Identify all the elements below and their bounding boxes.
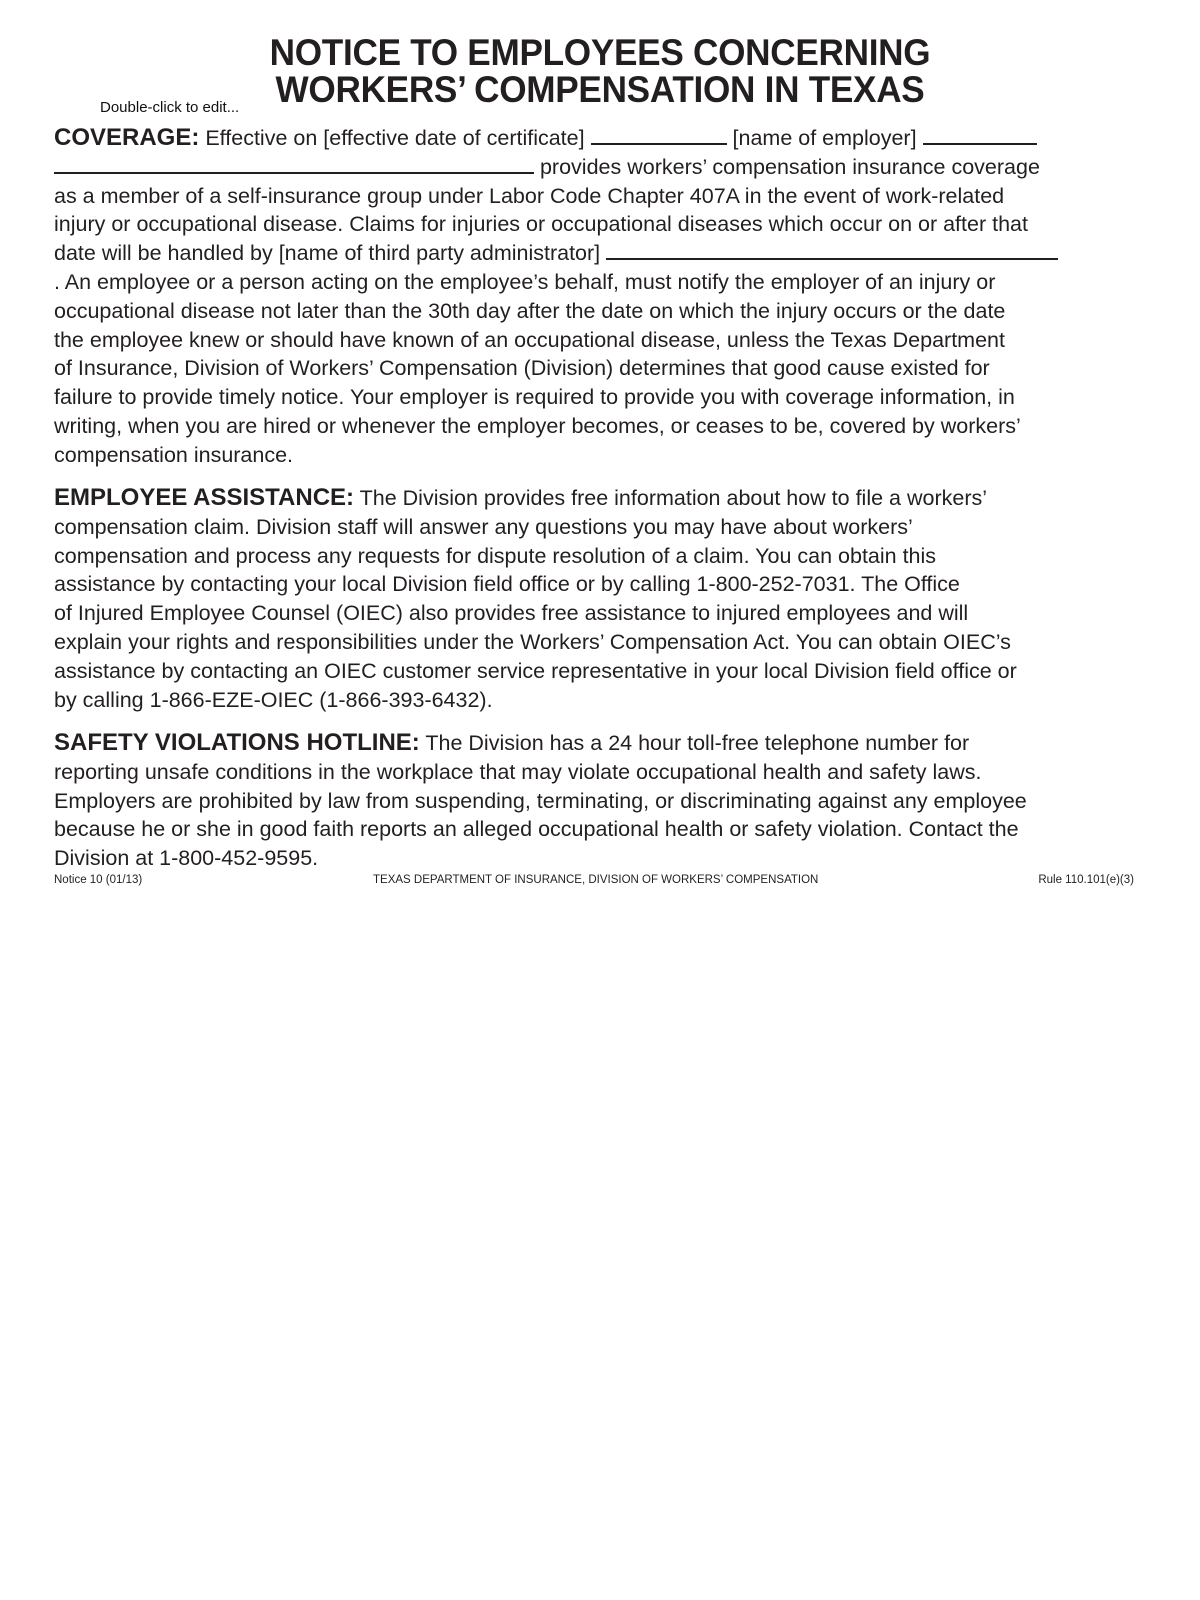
coverage-text: Effective on [effective date of certificate] [199,126,591,150]
employer-name-field-continued[interactable] [54,154,534,174]
assistance-line: by calling 1-866-EZE-OIEC (1-866-393-6432). [54,687,493,712]
rule-reference: Rule 110.101(e)(3) [1038,874,1134,886]
coverage-section [54,124,1144,470]
employee-assistance-section [54,484,1144,714]
assistance-line: assistance by contacting an OIEC customer service representative in your local Division field office or [54,658,1017,683]
coverage-text: [name of employer] [726,126,923,150]
assistance-heading: EMPLOYEE ASSISTANCE: [54,484,355,511]
assistance-line-1 [54,484,1144,513]
coverage-line: as a member of a self-insurance group under Labor Code Chapter 407A in the event of work-related [54,183,1005,208]
coverage-line-tpa [54,239,1144,268]
assistance-line: of Injured Employee Counsel (OIEC) also provides free assistance to injured employees and will [54,601,969,626]
coverage-line: of Insurance, Division of Workers’ Compensation (Division) determines that good cause existed for [54,356,990,381]
notice-id: Notice 10 (01/13) [54,874,143,886]
coverage-line: the employee knew or should have known of an occupational disease, unless the Texas Department [54,327,1005,352]
edit-hint[interactable]: Double-click to edit... [100,99,240,116]
coverage-line: injury or occupational disease. Claims for injuries or occupational diseases which occur on or after that [54,212,1028,237]
third-party-administrator-field[interactable] [606,240,1058,260]
coverage-text: date will be handled by [name of third party administrator] [54,241,607,266]
coverage-line: compensation insurance. [54,442,294,467]
employer-name-field[interactable] [923,125,1037,145]
safety-line: Employers are prohibited by law from suspending, terminating, or discriminating against any employee [54,788,1027,813]
safety-line: because he or she in good faith reports an alleged occupational health or safety violation. Contact the [54,817,1019,842]
assistance-line: compensation claim. Division staff will answer any questions you may have about workers’ [54,514,913,539]
safety-text: The Division has a 24 hour toll-free telephone number for [419,731,970,755]
agency-name: TEXAS DEPARTMENT OF INSURANCE, DIVISION OF WORKERS’ COMPENSATION [373,874,819,886]
assistance-line: compensation and process any requests for dispute resolution of a claim. You can obtain this [54,543,937,568]
assistance-line: explain your rights and responsibilities under the Workers’ Compensation Act. You can obtain OIEC’s [54,629,1011,654]
safety-line: Division at 1-800-452-9595. [54,846,319,871]
assistance-text: The Division provides free information about how to file a workers’ [354,486,988,510]
page-title [30,34,1170,108]
coverage-line: occupational disease not later than the 30th day after the date on which the injury occurs or the date [54,298,1006,323]
coverage-text: provides workers’ compensation insurance coverage [534,154,1040,179]
safety-hotline-section [54,729,1144,873]
safety-line-1 [54,729,1144,758]
title-line-1: NOTICE TO EMPLOYEES CONCERNING [269,32,931,73]
coverage-line-2 [54,153,1144,182]
coverage-heading: COVERAGE: [54,124,200,151]
safety-heading: SAFETY VIOLATIONS HOTLINE: [54,729,420,756]
coverage-line: failure to provide timely notice. Your employer is required to provide you with coverage information, in [54,385,1015,410]
title-line-2: WORKERS’ COMPENSATION IN TEXAS [275,69,925,110]
coverage-line-1 [54,124,1144,153]
effective-date-field[interactable] [591,125,727,145]
coverage-line: writing, when you are hired or whenever the employer becomes, or ceases to be, covered by workers’ [54,413,1021,438]
assistance-line: assistance by contacting your local Division field office or by calling 1-800-252-7031. The Office [54,572,960,597]
safety-line: reporting unsafe conditions in the workplace that may violate occupational health and safety laws. [54,759,982,784]
coverage-line: . An employee or a person acting on the employee’s behalf, must notify the employer of an injury or [54,269,996,294]
